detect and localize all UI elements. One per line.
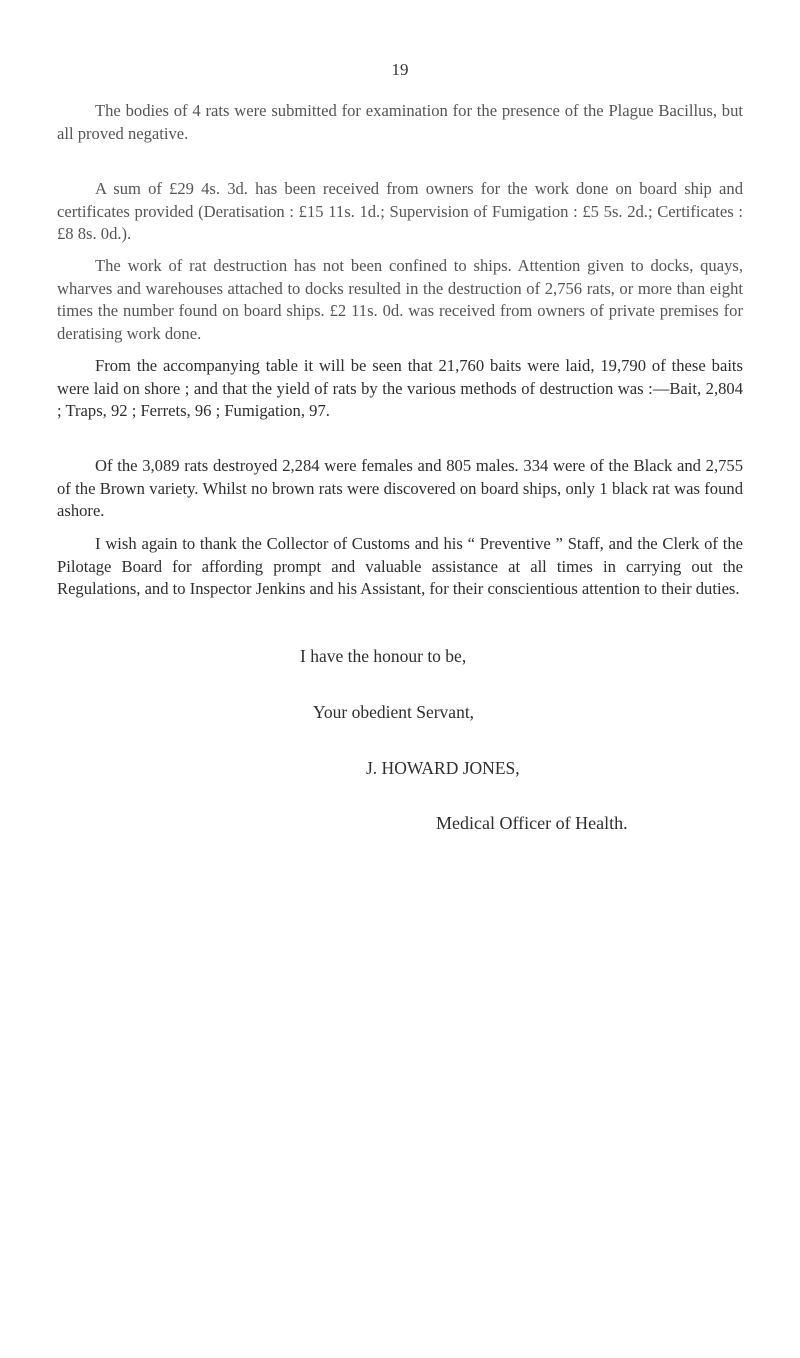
paragraph-rats-destroyed: Of the 3,089 rats destroyed 2,284 were females and 805 males. 334 were of the Black and 2,755 of the Brown variety. Whilst no brown rats were discovered on board ships, only 1 black rat was found ashore. <box>57 456 743 520</box>
paragraph-acknowledgements: I wish again to thank the Collector of Customs and his “ Preventive ” Staff, and the Clerk of the Pilotage Board for affording prompt and valuable assistance at all times in carrying out the Regulations, and to Inspector Jenkins and his Assistant, for their conscientious attention to their duties. <box>57 534 743 598</box>
paragraph-fees-received: A sum of £29 4s. 3d. has been received from owners for the work done on board ship and certificates provided (Deratisation : £15 11s. 1d.; Supervision of Fumigation : £5 5s. 2d.; Certificates : £8 8s. 0d.). <box>57 179 743 243</box>
signature-title: Medical Officer of Health. <box>436 813 628 833</box>
closing-honour: I have the honour to be, <box>300 646 467 666</box>
closing-servant: Your obedient Servant, <box>313 702 475 722</box>
signature-name: J. HOWARD JONES, <box>366 758 520 778</box>
paragraph-baits-laid: From the accompanying table it will be seen that 21,760 baits were laid, 19,790 of these baits were laid on shore ; and that the yield of rats by the various methods of destruction was :—Bait, 2,804 ; Traps, 92 ; Ferrets, 96 ; Fumigation, 97. <box>57 356 743 420</box>
paragraph-rat-destruction-docks: The work of rat destruction has not been confined to ships. Attention given to docks, quays, wharves and warehouses attached to docks resulted in the destruction of 2,756 rats, or more than eight times the number found on board ships. £2 11s. 0d. was received from owners of private premises for deratising work done. <box>57 256 743 343</box>
page-number: 19 <box>391 60 409 79</box>
paragraph-plague-bacillus: The bodies of 4 rats were submitted for examination for the presence of the Plague Bacillus, but all proved negative. <box>57 101 743 143</box>
